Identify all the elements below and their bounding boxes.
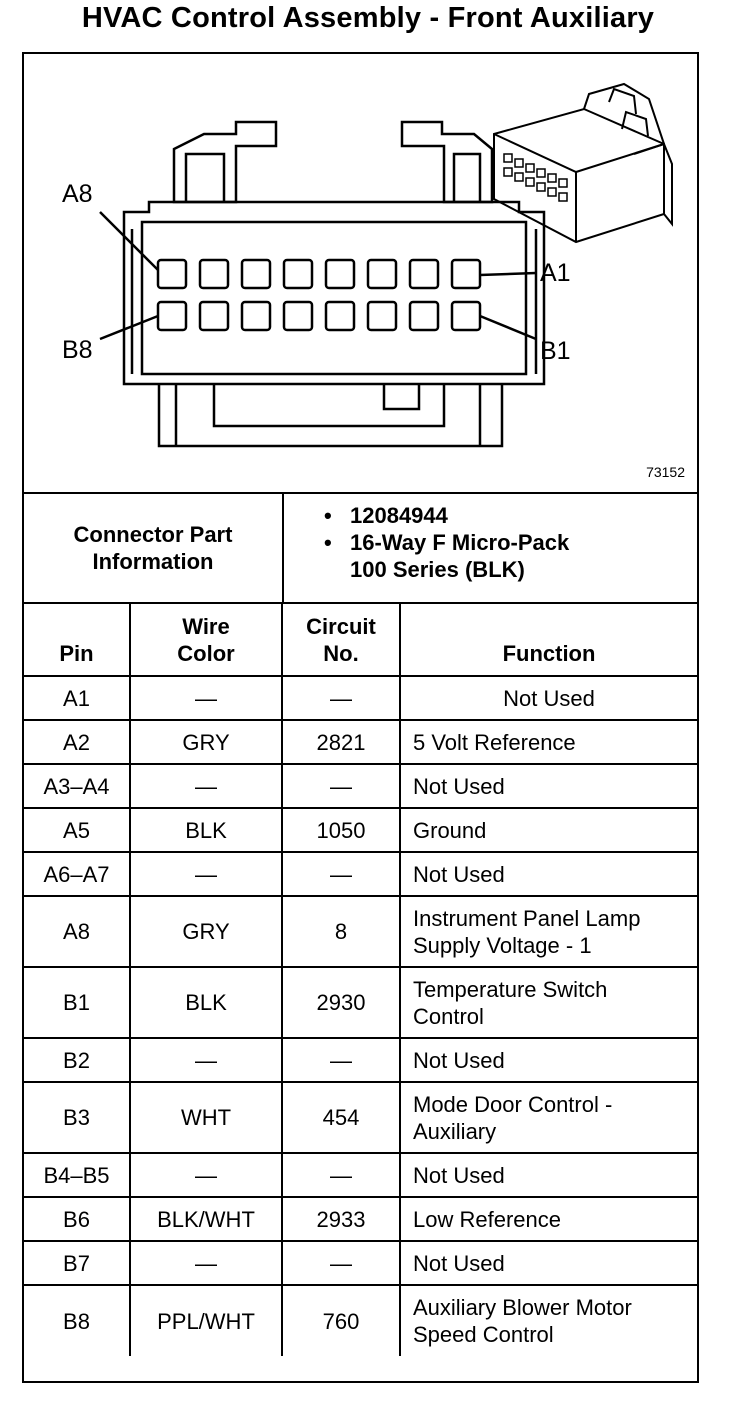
- function-line: Not Used: [413, 773, 505, 799]
- table-header-row: [24, 604, 697, 676]
- pin-cell: B7: [24, 1241, 130, 1285]
- function-cell: [400, 1285, 697, 1356]
- circuit-cell: 2930: [282, 967, 400, 1038]
- pin-cell: A1: [24, 676, 130, 720]
- circuit-cell: —: [282, 1241, 400, 1285]
- wire-color-cell: —: [130, 1241, 282, 1285]
- header-function: Function: [400, 604, 697, 676]
- table-row: [24, 1197, 697, 1241]
- pin-label-a1: A1: [540, 259, 571, 287]
- connector-sheet: [22, 52, 699, 1383]
- wire-color-cell: BLK/WHT: [130, 1197, 282, 1241]
- circuit-cell: —: [282, 1153, 400, 1197]
- pin-cell: A5: [24, 808, 130, 852]
- wire-color-cell: —: [130, 764, 282, 808]
- function-line: Low Reference: [413, 1206, 561, 1232]
- table-row: [24, 764, 697, 808]
- pin-label-b8: B8: [62, 336, 93, 364]
- function-line: Auxiliary: [413, 1118, 497, 1144]
- circuit-cell: —: [282, 676, 400, 720]
- connector-housing: [124, 202, 544, 384]
- function-cell: [400, 967, 697, 1038]
- table-row: [24, 676, 697, 720]
- pinout-table: [24, 604, 697, 1356]
- pin-leader-lines: [100, 212, 536, 339]
- document-title: HVAC Control Assembly - Front Auxiliary: [81, 2, 655, 34]
- pin-cell: B8: [24, 1285, 130, 1356]
- pin-cell: B4–B5: [24, 1153, 130, 1197]
- table-row: [24, 967, 697, 1038]
- function-cell: [400, 676, 697, 720]
- table-row: [24, 808, 697, 852]
- table-row: [24, 896, 697, 967]
- connector-part-info: [24, 494, 697, 604]
- function-line: Speed Control: [413, 1322, 554, 1347]
- header-circuit-no: Circuit No.: [282, 604, 400, 676]
- pin-cell: A6–A7: [24, 852, 130, 896]
- function-cell: [400, 1153, 697, 1197]
- function-cell: [400, 852, 697, 896]
- wire-color-cell: WHT: [130, 1082, 282, 1153]
- table-row: [24, 1038, 697, 1082]
- circuit-cell: 1050: [282, 808, 400, 852]
- connector-face-drawing: [24, 54, 697, 492]
- function-line: Not Used: [413, 1047, 505, 1073]
- function-line: Mode Door Control -: [413, 1091, 613, 1117]
- pin-cell: B2: [24, 1038, 130, 1082]
- wire-color-cell: PPL/WHT: [130, 1285, 282, 1356]
- isometric-connector-view: [494, 84, 672, 242]
- table-row: [24, 1285, 697, 1356]
- pinout-table-body: [24, 676, 697, 1356]
- wire-color-cell: BLK: [130, 967, 282, 1038]
- figure-number: 73152: [646, 464, 685, 480]
- function-line: 5 Volt Reference: [413, 729, 576, 755]
- function-line: Not Used: [413, 1250, 505, 1276]
- function-line: Auxiliary Blower Motor: [413, 1295, 632, 1320]
- header-pin: Pin: [24, 604, 130, 676]
- pin-cell: B1: [24, 967, 130, 1038]
- function-cell: [400, 1082, 697, 1153]
- table-row: [24, 1153, 697, 1197]
- function-line: Not Used: [503, 685, 595, 711]
- function-cell: [400, 764, 697, 808]
- circuit-cell: 2933: [282, 1197, 400, 1241]
- table-row: [24, 1082, 697, 1153]
- pin-cell: A2: [24, 720, 130, 764]
- part-number: • 12084944: [324, 502, 569, 529]
- table-row: [24, 1241, 697, 1285]
- pin-label-a8: A8: [62, 180, 93, 208]
- function-cell: [400, 1197, 697, 1241]
- connector-description: • 16-Way F Micro-Pack: [324, 529, 569, 556]
- function-line: Instrument Panel Lamp: [413, 905, 641, 931]
- wire-color-cell: —: [130, 1038, 282, 1082]
- circuit-cell: 760: [282, 1285, 400, 1356]
- connector-diagram: [24, 54, 697, 494]
- wire-color-cell: GRY: [130, 896, 282, 967]
- connector-description-line2: 100 Series (BLK): [350, 557, 525, 582]
- pin-cell: B3: [24, 1082, 130, 1153]
- wire-color-cell: —: [130, 852, 282, 896]
- pin-cell: A8: [24, 896, 130, 967]
- function-cell: [400, 1038, 697, 1082]
- circuit-cell: 8: [282, 896, 400, 967]
- wire-color-cell: —: [130, 676, 282, 720]
- connector-info-label-line2: Information: [92, 549, 214, 574]
- wire-color-cell: GRY: [130, 720, 282, 764]
- table-row: [24, 720, 697, 764]
- function-cell: [400, 808, 697, 852]
- header-wire-color: Wire Color: [130, 604, 282, 676]
- function-line: Not Used: [413, 861, 505, 887]
- circuit-cell: 454: [282, 1082, 400, 1153]
- table-row: [24, 852, 697, 896]
- connector-info-label: [24, 494, 284, 602]
- circuit-cell: —: [282, 852, 400, 896]
- function-cell: [400, 1241, 697, 1285]
- pin-cavities: [158, 260, 480, 330]
- circuit-cell: —: [282, 1038, 400, 1082]
- function-cell: [400, 720, 697, 764]
- connector-info-label-line1: Connector Part: [73, 522, 233, 547]
- circuit-cell: 2821: [282, 720, 400, 764]
- connector-info-list: [324, 502, 569, 583]
- function-line: Supply Voltage - 1: [413, 932, 592, 958]
- circuit-cell: —: [282, 764, 400, 808]
- connector-skirt: [159, 384, 502, 446]
- wire-color-cell: BLK: [130, 808, 282, 852]
- pin-cell: B6: [24, 1197, 130, 1241]
- function-line: Not Used: [413, 1162, 505, 1188]
- pin-cell: A3–A4: [24, 764, 130, 808]
- pin-label-b1: B1: [540, 337, 571, 365]
- function-line: Temperature Switch: [413, 976, 608, 1002]
- function-line: Control: [413, 1003, 484, 1029]
- function-line: Ground: [413, 817, 487, 843]
- right-latch: [402, 122, 492, 202]
- function-cell: [400, 896, 697, 967]
- wire-color-cell: —: [130, 1153, 282, 1197]
